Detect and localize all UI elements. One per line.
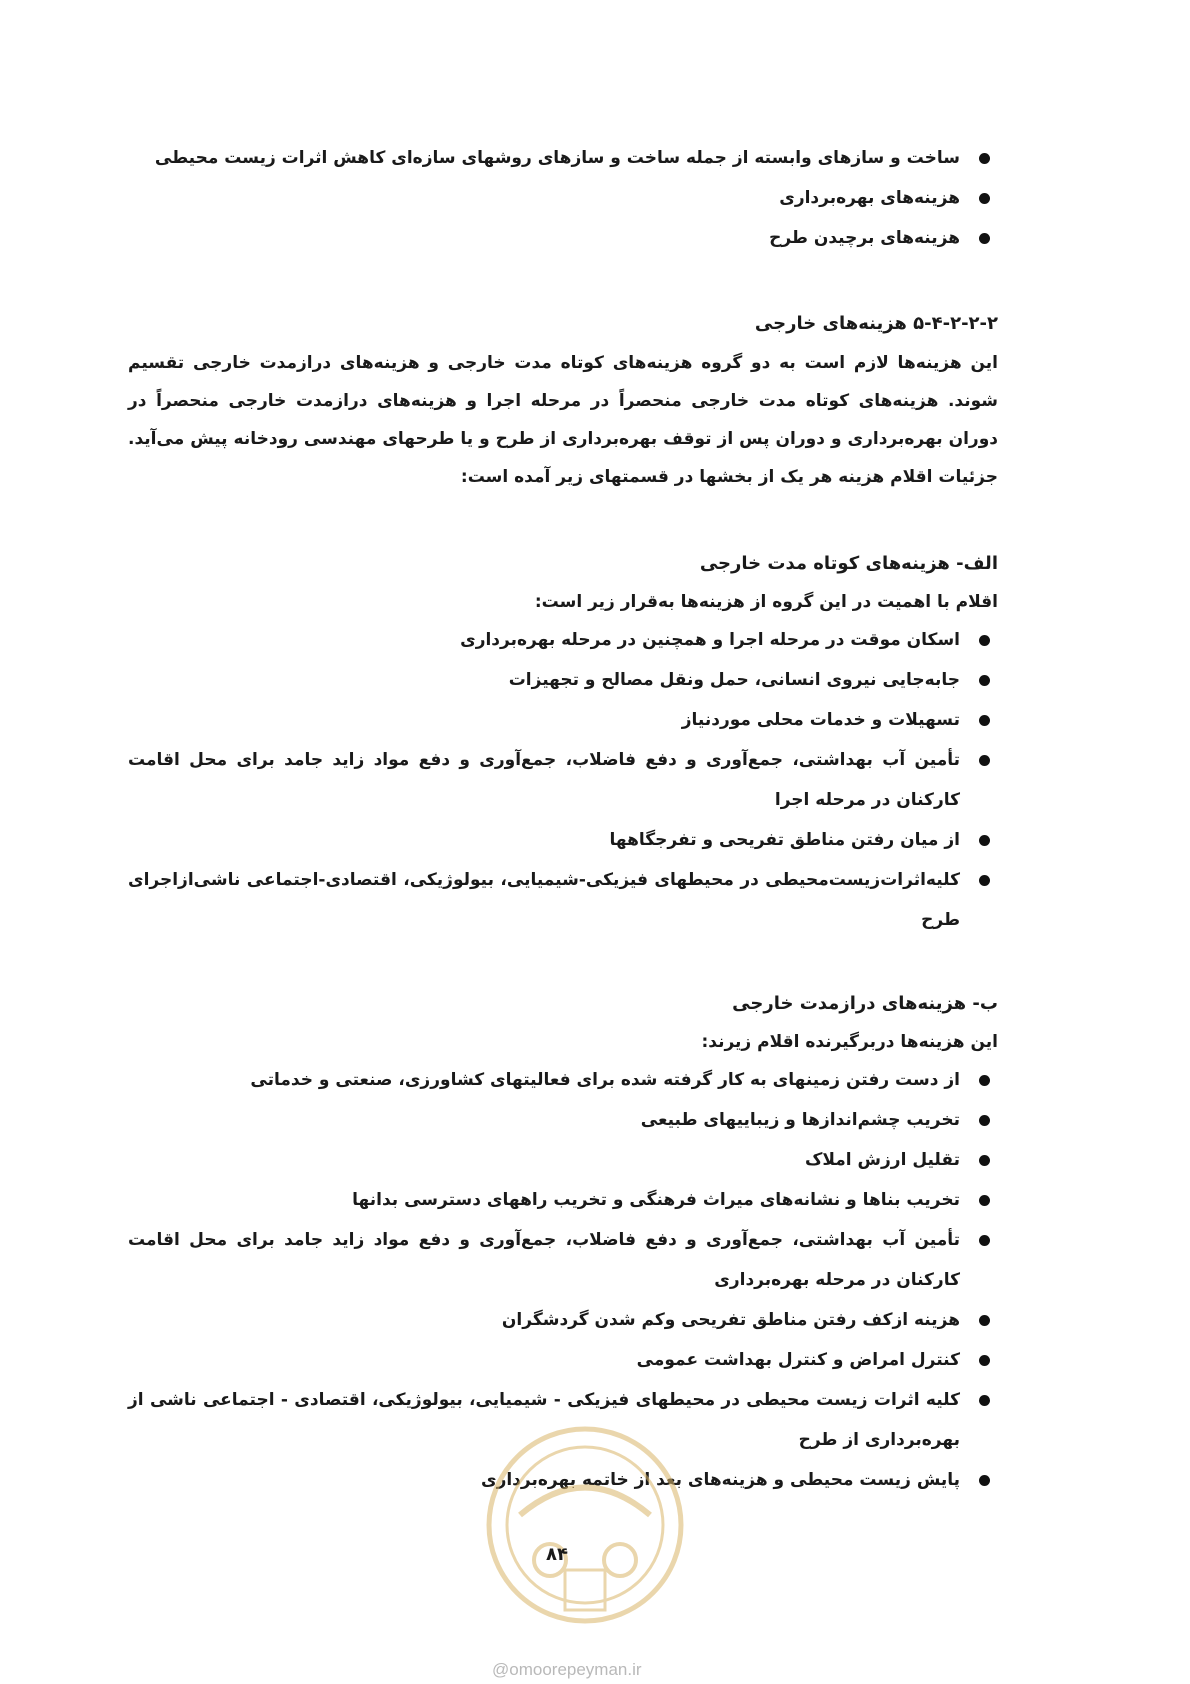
list-item: هزینه‌های برچیدن طرح bbox=[128, 218, 998, 258]
list-item: تأمین آب بهداشتی، جمع‌آوری و دفع فاضلاب، جمع‌آوری و دفع مواد زاید جامد برای محل اقامت کارکنان در مرحله بهره‌برداری bbox=[128, 1220, 998, 1300]
list-item: ساخت و سازهای وابسته از جمله ساخت و سازهای روشهای سازه‌ای کاهش اثرات زیست محیطی bbox=[128, 138, 998, 178]
list-item: تسهیلات و خدمات محلی موردنیاز bbox=[128, 700, 998, 740]
list-item: تقلیل ارزش املاک bbox=[128, 1140, 998, 1180]
long-term-heading: ب- هزینه‌های درازمدت خارجی bbox=[732, 993, 998, 1014]
list-item: جابه‌جایی نیروی انسانی، حمل ونقل مصالح و تجهیزات bbox=[128, 660, 998, 700]
list-item: تأمین آب بهداشتی، جمع‌آوری و دفع فاضلاب، جمع‌آوری و دفع مواد زاید جامد برای محل اقامت کارکنان در مرحله اجرا bbox=[128, 740, 998, 820]
short-term-heading: الف- هزینه‌های کوتاه مدت خارجی bbox=[699, 553, 998, 574]
intro-bullet-list bbox=[128, 138, 998, 258]
short-term-intro: اقلام با اهمیت در این گروه از هزینه‌ها به‌قرار زیر است: bbox=[534, 592, 998, 612]
short-term-list bbox=[128, 620, 998, 940]
list-item: از میان رفتن مناطق تفریحی و تفرجگاهها bbox=[128, 820, 998, 860]
list-item: پایش زیست محیطی و هزینه‌های بعد از خاتمه بهره‌برداری bbox=[128, 1460, 998, 1500]
section-heading: ۵-۴-۲-۲-۲ هزینه‌های خارجی bbox=[754, 313, 998, 334]
long-term-intro: این هزینه‌ها دربرگیرنده اقلام زیرند: bbox=[701, 1032, 998, 1052]
list-item: تخریب چشم‌اندازها و زیباییهای طبیعی bbox=[128, 1100, 998, 1140]
watermark-seal-icon bbox=[480, 1420, 690, 1630]
watermark-url: @omoorepeyman.ir bbox=[492, 1660, 642, 1679]
page-number: ۸۴ bbox=[546, 1544, 568, 1565]
section-paragraph: این هزینه‌ها لازم است به دو گروه هزینه‌های کوتاه مدت خارجی و هزینه‌های درازمدت خارجی تقسیم شوند. هزینه‌های کوتاه مدت خارجی منحصراً در مرحله اجرا و هزینه‌های درازمدت خارجی منحصراً در دوران بهره‌برداری و دوران پس از توقف بهره‌برداری از طرح و یا طرحهای مهندسی رودخانه پیش می‌آید. جزئیات اقلام هزینه هر یک از بخشها در قسمتهای زیر آمده است: bbox=[128, 353, 998, 487]
list-item: تخریب بناها و نشانه‌های میراث فرهنگی و تخریب راههای دسترسی بدانها bbox=[128, 1180, 998, 1220]
short-term-block bbox=[128, 544, 998, 940]
list-item: کلیه‌اثرات‌زیست‌محیطی در محیطهای فیزیکی-شیمیایی، بیولوژیکی، اقتصادی-اجتماعی ناشی‌ازاجرای طرح bbox=[128, 860, 998, 940]
section-block bbox=[128, 304, 998, 496]
list-item: کنترل امراض و کنترل بهداشت عمومی bbox=[128, 1340, 998, 1380]
intro-bullet-block bbox=[128, 138, 998, 258]
list-item: کلیه اثرات زیست محیطی در محیطهای فیزیکی - شیمیایی، بیولوژیکی، اقتصادی - اجتماعی ناشی از بهره‌برداری از طرح bbox=[128, 1380, 998, 1460]
list-item: از دست رفتن زمینهای به کار گرفته شده برای فعالیتهای کشاورزی، صنعتی و خدماتی bbox=[128, 1060, 998, 1100]
list-item: هزینه‌های بهره‌برداری bbox=[128, 178, 998, 218]
list-item: هزینه ازکف رفتن مناطق تفریحی وکم شدن گردشگران bbox=[128, 1300, 998, 1340]
list-item: اسکان موقت در مرحله اجرا و همچنین در مرحله بهره‌برداری bbox=[128, 620, 998, 660]
